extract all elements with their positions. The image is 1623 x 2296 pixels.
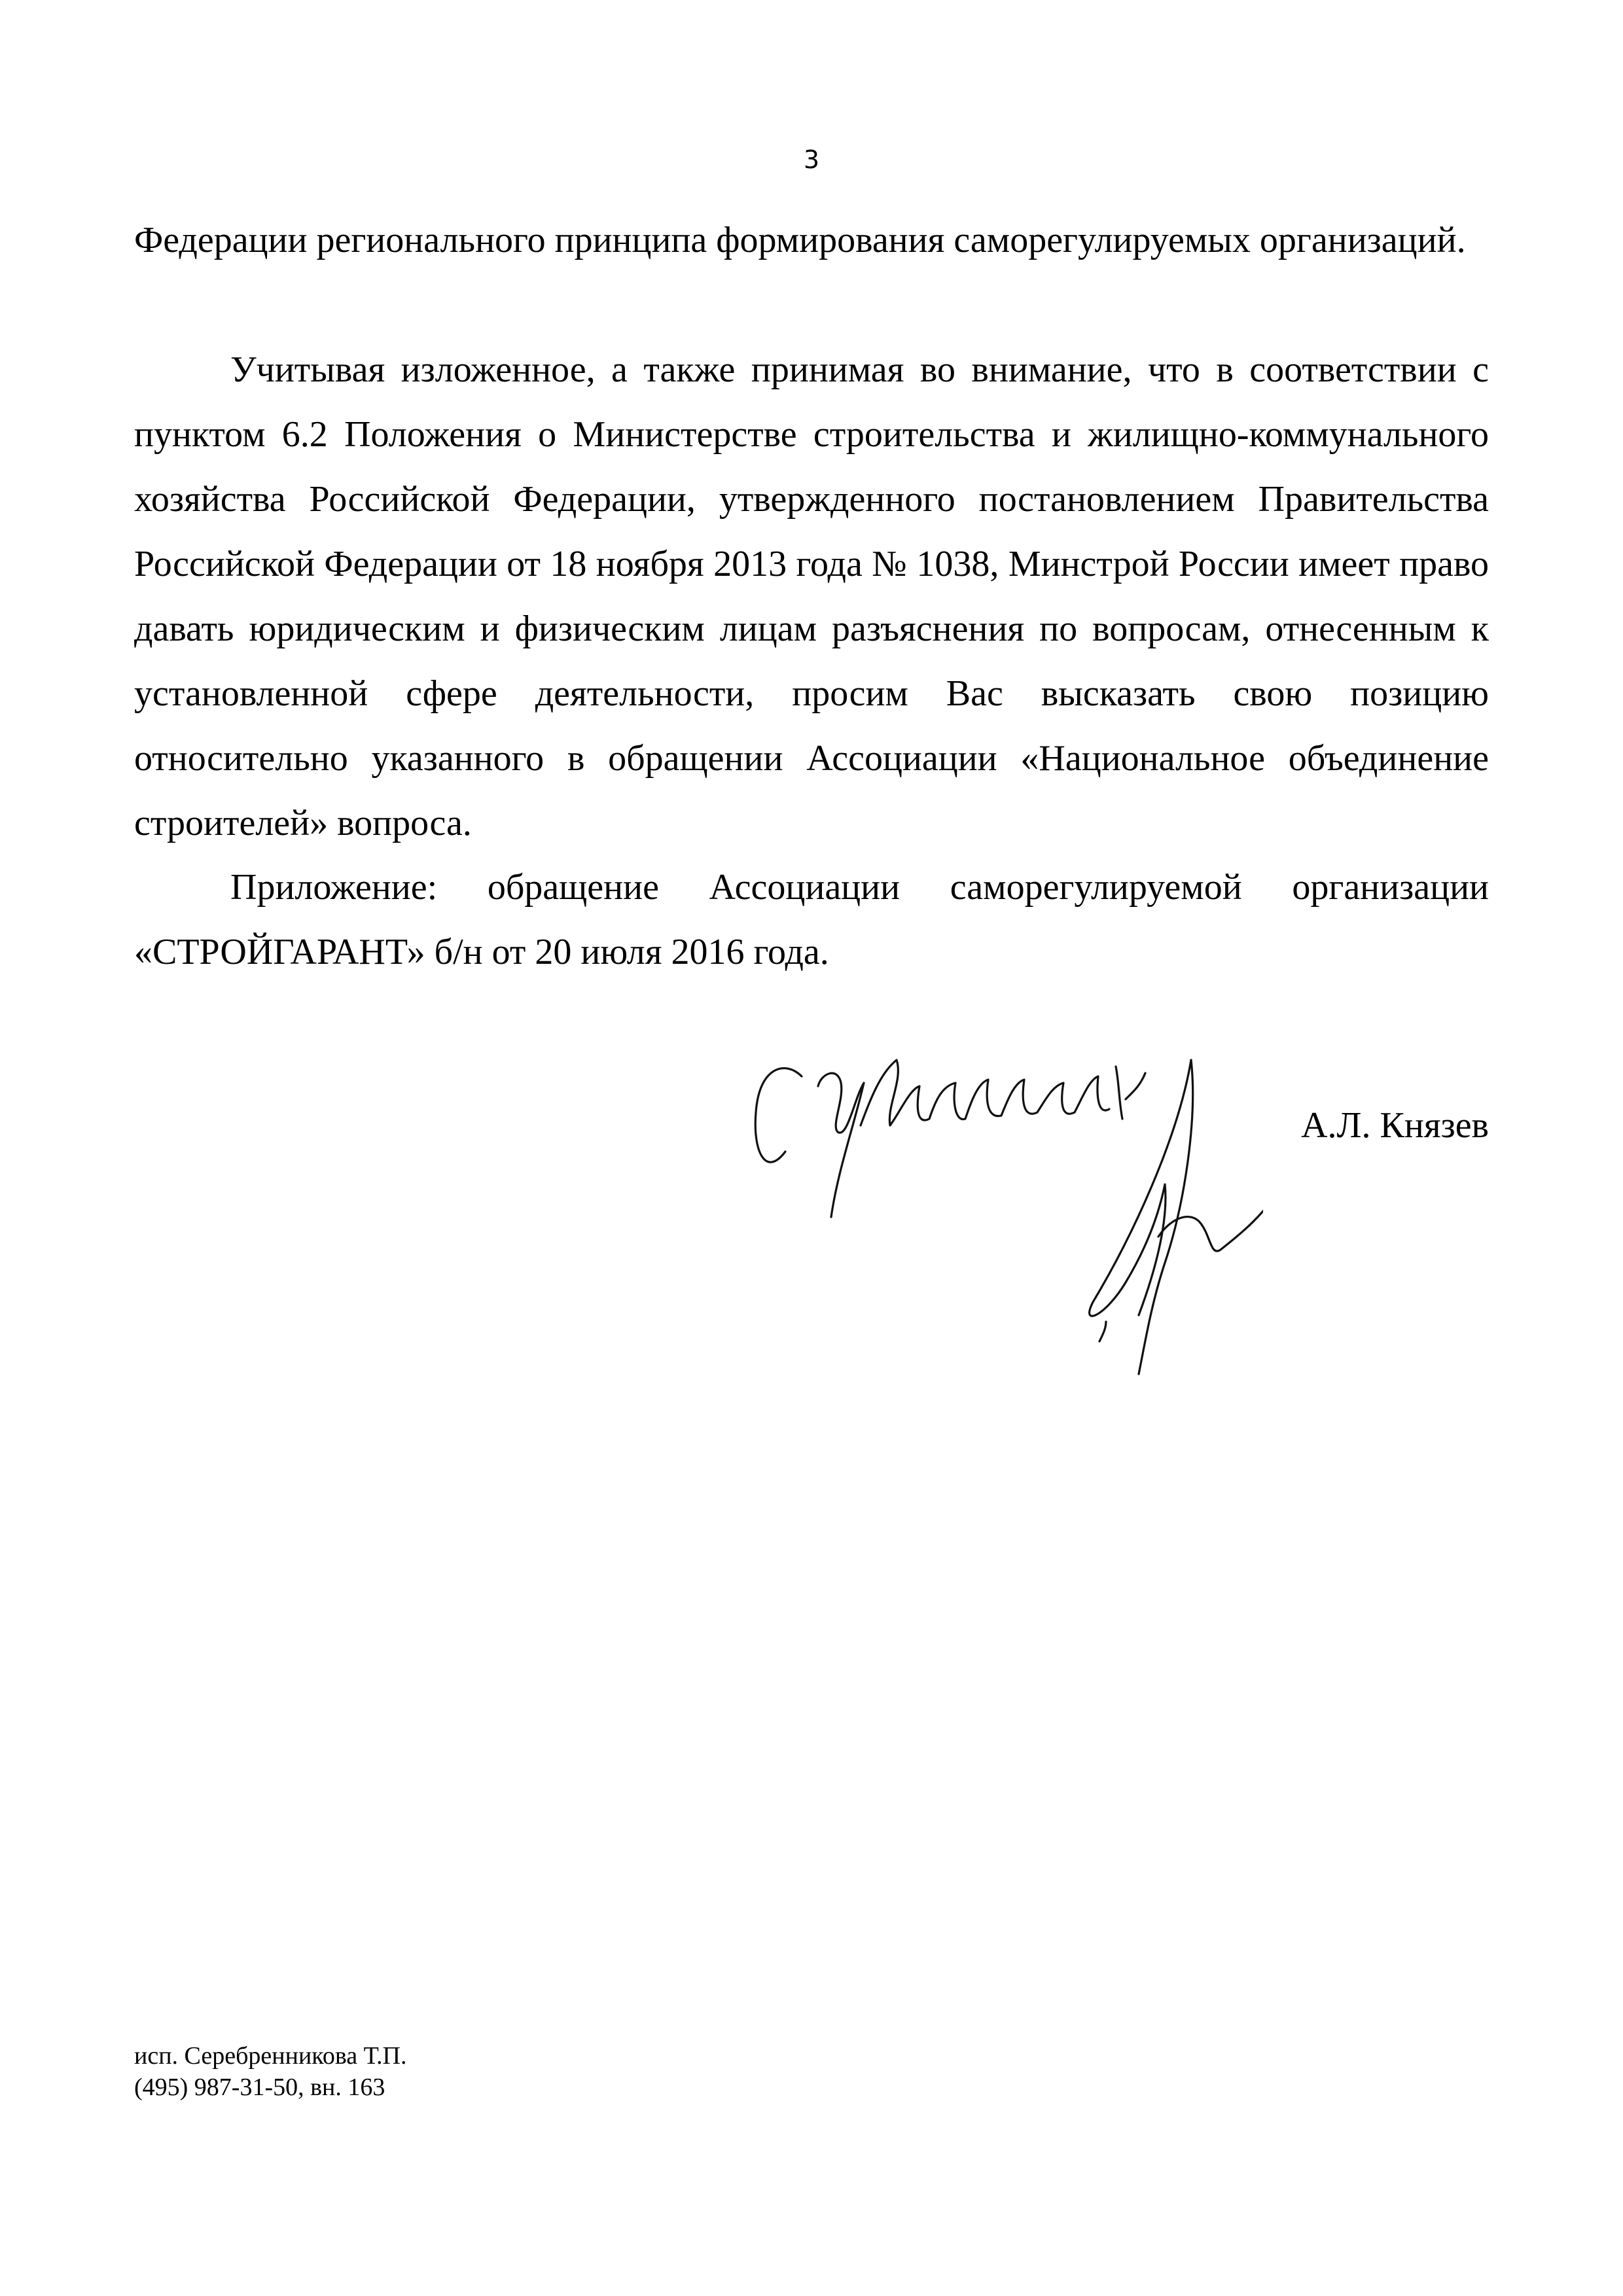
paragraph-continuation: Федерации регионального принципа формирования саморегулируемых организаций.	[134, 220, 1466, 260]
executor-name: исп. Серебренникова Т.П.	[134, 2042, 407, 2070]
paragraph-attachment: Приложение: обращение Ассоциации саморегулируемой организации «СТРОЙГАРАНТ» б/н от 20 июля 2016 года.	[134, 867, 1489, 972]
handwritten-signature	[740, 1021, 1263, 1400]
footer-contact	[134, 2040, 406, 2103]
executor-phone: (495) 987-31-50, вн. 163	[134, 2074, 385, 2101]
signer-name: А.Л. Князев	[1301, 1105, 1489, 1146]
page-number: 3	[803, 145, 820, 174]
paragraph-request: Учитывая изложенное, а также принимая во внимание, что в соответствии с пунктом 6.2 Положения о Министерстве строительства и жилищно-коммунального хозяйства Российской Федерации, утвержденного постановлением Правительства Российской Федерации от 18 ноября 2013 года № 1038, Минстрой России имеет право давать юридическим и физическим лицам разъяснения по вопросам, отнесенным к установленной сфере деятельности, просим Вас высказать свою позицию относительно указанного в обращении Ассоциации «Национальное объединение строителей» вопроса.	[134, 349, 1489, 843]
